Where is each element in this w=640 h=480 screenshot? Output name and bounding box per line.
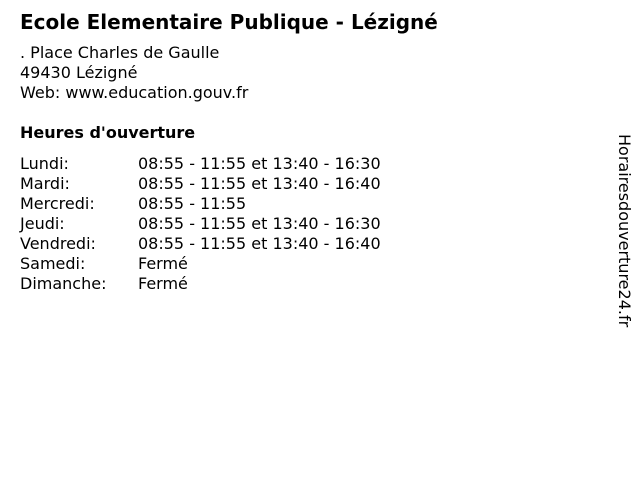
- opening-time: 08:55 - 11:55 et 13:40 - 16:40: [138, 174, 381, 193]
- day-label: Mardi:: [20, 174, 70, 193]
- opening-time: 08:55 - 11:55 et 13:40 - 16:40: [138, 234, 381, 253]
- hours-heading: Heures d'ouverture: [20, 123, 196, 142]
- opening-time: Fermé: [138, 274, 188, 293]
- day-label: Dimanche:: [20, 274, 107, 293]
- day-label: Jeudi:: [20, 214, 65, 233]
- day-label: Lundi:: [20, 154, 69, 173]
- day-label: Mercredi:: [20, 194, 95, 213]
- address-city: 49430 Lézigné: [20, 63, 138, 82]
- address-street: . Place Charles de Gaulle: [20, 43, 220, 62]
- day-label: Samedi:: [20, 254, 86, 273]
- site-watermark: Horairesdouverture24.fr: [615, 134, 634, 328]
- opening-time: 08:55 - 11:55: [138, 194, 247, 213]
- address-block: [20, 43, 248, 103]
- opening-time: 08:55 - 11:55 et 13:40 - 16:30: [138, 214, 381, 233]
- opening-time: 08:55 - 11:55 et 13:40 - 16:30: [138, 154, 381, 173]
- day-label: Vendredi:: [20, 234, 96, 253]
- opening-time: Fermé: [138, 254, 188, 273]
- website-link[interactable]: Web: www.education.gouv.fr: [20, 83, 249, 102]
- page-title: Ecole Elementaire Publique - Lézigné: [20, 10, 438, 34]
